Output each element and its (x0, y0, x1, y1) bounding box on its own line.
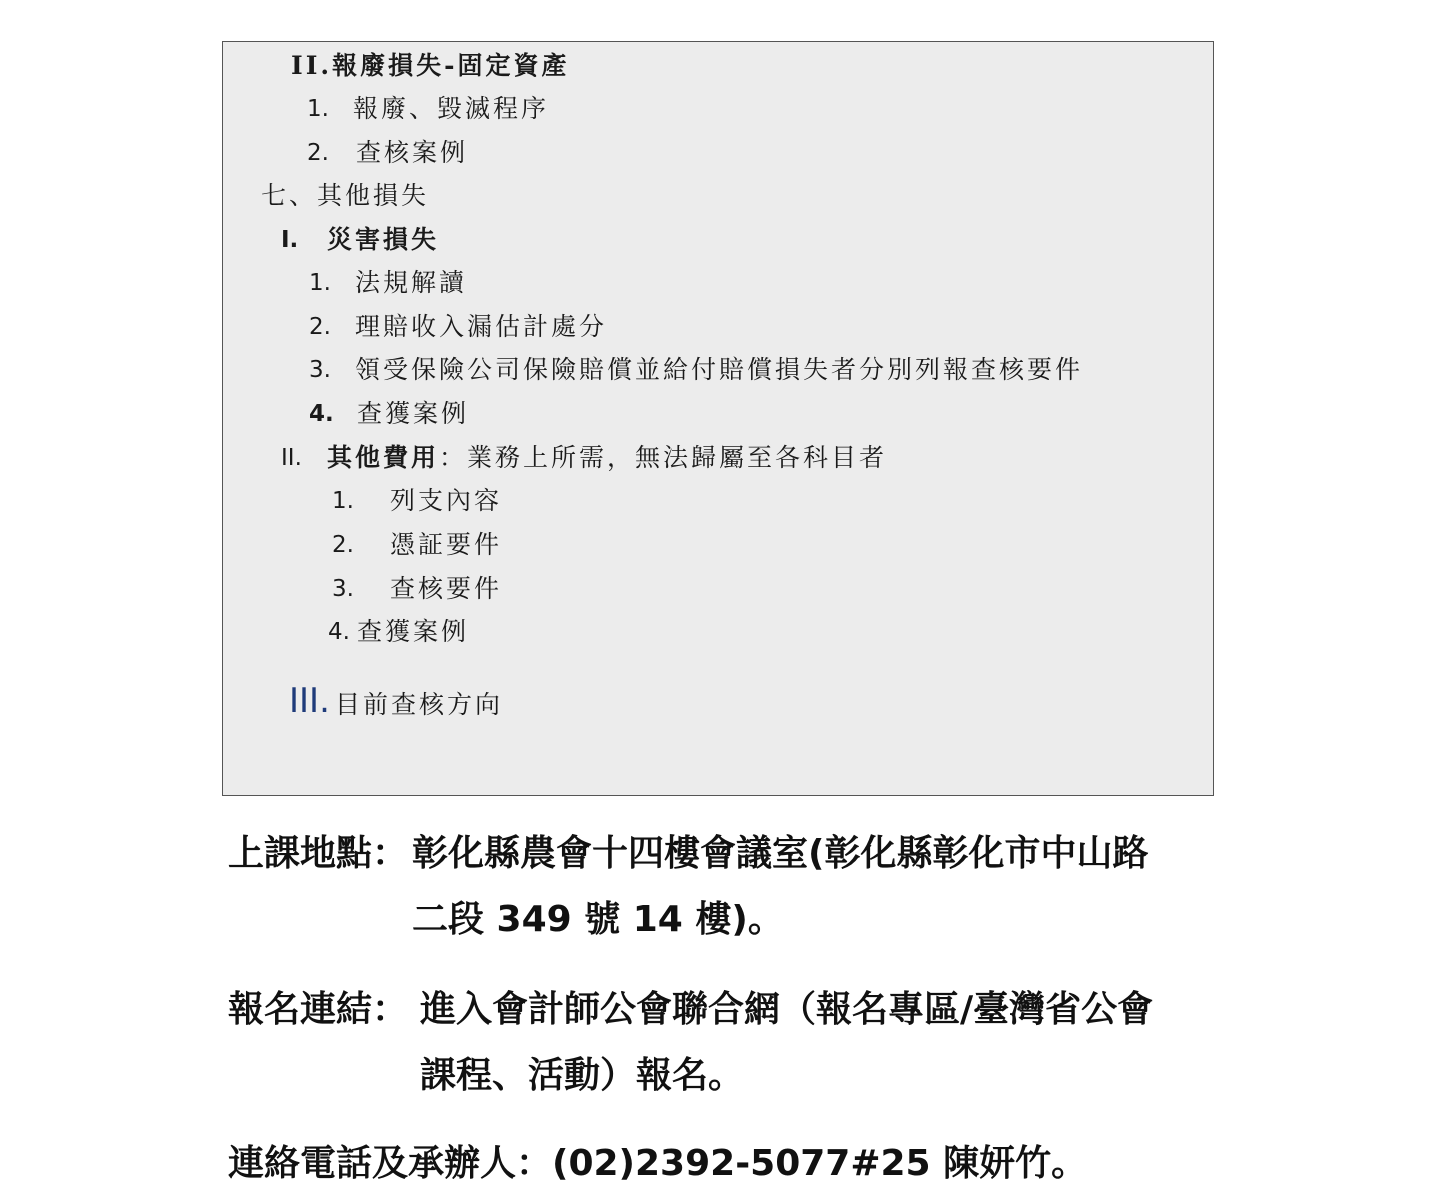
sub-ii-number: II. (281, 445, 302, 471)
signup-line-2: 課程、活動）報名。 (420, 1055, 745, 1096)
list-item-number: 4. (328, 619, 350, 645)
list-item-text: 理賠收入漏估計處分 (355, 312, 608, 341)
sub-ii-title: 其他費用 (327, 443, 440, 472)
list-item-number: 4. (309, 401, 334, 427)
sub-ii-heading (327, 443, 887, 473)
list-item-text: 列支內容 (390, 486, 503, 515)
list-item-text: 查獲案例 (357, 617, 470, 646)
list-item-text: 報廢、毀滅程序 (353, 94, 550, 123)
sub-i-number: I. (281, 227, 299, 253)
location-label: 上課地點： (228, 833, 409, 874)
sub-i-title: 災害損失 (327, 225, 440, 254)
list-item-text: 法規解讀 (355, 268, 468, 297)
sub-ii-description: ：業務上所需，無法歸屬至各科目者 (439, 443, 888, 472)
list-item-text: 查獲案例 (357, 399, 470, 428)
signup-line-1: 進入會計師公會聯合網（報名專區/臺灣省公會 (420, 989, 1154, 1030)
list-item-number: 1. (332, 488, 354, 514)
sub-iii-number: III. (289, 681, 330, 721)
chapter-7-title: 七、其他損失 (261, 181, 430, 210)
outline-box (222, 41, 1214, 796)
signup-label: 報名連結： (228, 989, 409, 1030)
list-item-text: 查核要件 (390, 574, 503, 603)
list-item-number: 3. (332, 576, 354, 602)
list-item-number: 2. (332, 532, 354, 558)
list-item-number: 1. (307, 96, 329, 122)
location-line-2: 二段 349 號 14 樓)。 (412, 899, 784, 940)
location-line-1: 彰化縣農會十四樓會議室(彰化縣彰化市中山路 (412, 833, 1149, 874)
contact-line: 連絡電話及承辦人：(02)2392-5077#25 陳妍竹。 (228, 1143, 1088, 1184)
section-ii-title: II.報廢損失-固定資產 (291, 51, 570, 80)
list-item-text: 憑証要件 (390, 530, 503, 559)
list-item-number: 3. (309, 357, 331, 383)
list-item-number: 2. (307, 140, 329, 166)
sub-iii-title: 目前查核方向 (335, 690, 504, 719)
list-item-text: 查核案例 (356, 138, 469, 167)
list-item-text: 領受保險公司保險賠償並給付賠償損失者分別列報查核要件 (355, 355, 1084, 384)
list-item-number: 1. (309, 270, 331, 296)
list-item-number: 2. (309, 314, 331, 340)
